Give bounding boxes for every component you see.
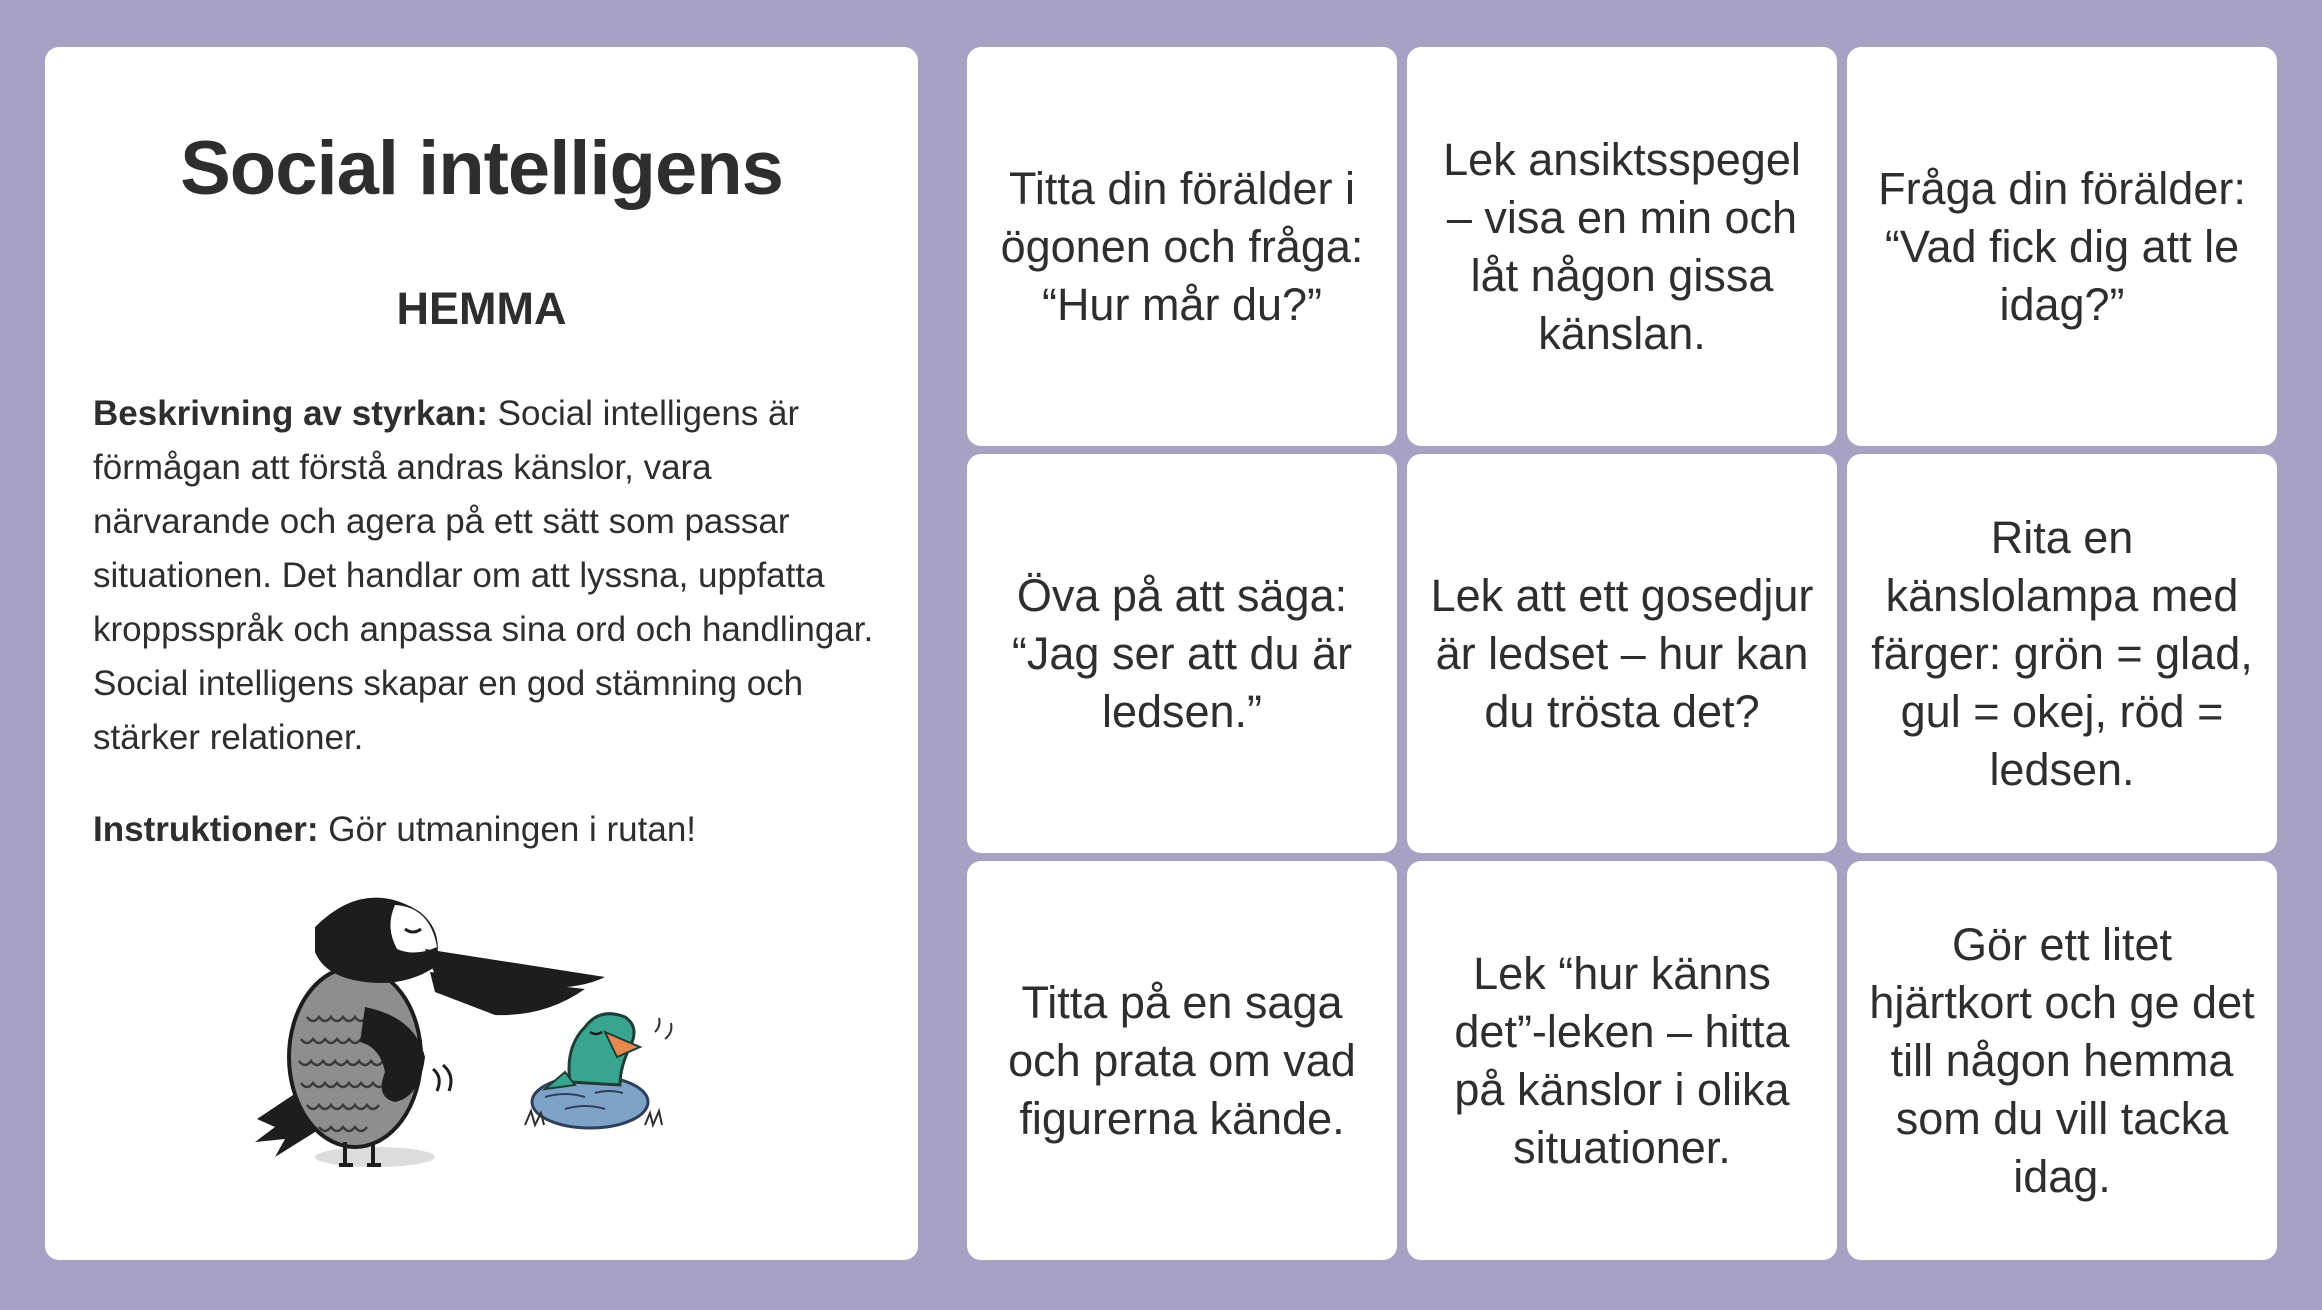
strength-description — [93, 387, 878, 765]
crow-and-bird-illustration — [245, 857, 785, 1187]
challenge-tile[interactable]: Lek “hur känns det”-leken – hitta på känslor i olika situationer. — [1407, 861, 1837, 1260]
challenge-tile[interactable]: Fråga din förälder: “Vad fick dig att le idag?” — [1847, 47, 2277, 446]
description-label: Beskrivning av styrkan: — [93, 394, 488, 433]
info-card — [45, 47, 918, 1260]
challenge-tile[interactable]: Titta på en saga och prata om vad figurerna kände. — [967, 861, 1397, 1260]
challenge-grid — [967, 47, 2277, 1260]
crow-face — [390, 905, 437, 953]
challenge-tile[interactable]: Titta din förälder i ögonen och fråga: “Hur mår du?” — [967, 47, 1397, 446]
challenge-tile[interactable]: Gör ett litet hjärtkort och ge det till någon hemma som du vill tacka idag. — [1847, 861, 2277, 1260]
challenge-tile[interactable]: Lek att ett gosedjur är ledset – hur kan du trösta det? — [1407, 454, 1837, 853]
instructions-label: Instruktioner: — [93, 810, 319, 849]
instructions-text: Gör utmaningen i rutan! — [318, 810, 697, 849]
motion-mark-2 — [443, 1065, 451, 1091]
card-subtitle: HEMMA — [396, 283, 567, 334]
motion-mark — [433, 1069, 439, 1091]
description-text: Social intelligens är förmågan att förstå andras känslor, vara närvarande och agera på ett sätt som passar situationen. Det handlar om att lyssna, uppfatta kroppsspråk och anpassa sina ord och handlingar. Social intelligens skapar en god stämning och stärker relationer. — [93, 394, 874, 757]
challenge-tile[interactable]: Öva på att säga: “Jag ser att du är ledsen.” — [967, 454, 1397, 853]
instructions — [93, 803, 878, 857]
challenge-tile[interactable]: Rita en känslolampa med färger: grön = glad, gul = okej, röd = ledsen. — [1847, 454, 2277, 853]
page-title: Social intelligens — [180, 126, 783, 211]
challenge-tile[interactable]: Lek ansiktsspegel – visa en min och låt någon gissa känslan. — [1407, 47, 1837, 446]
bird-sad-marks — [655, 1018, 671, 1039]
